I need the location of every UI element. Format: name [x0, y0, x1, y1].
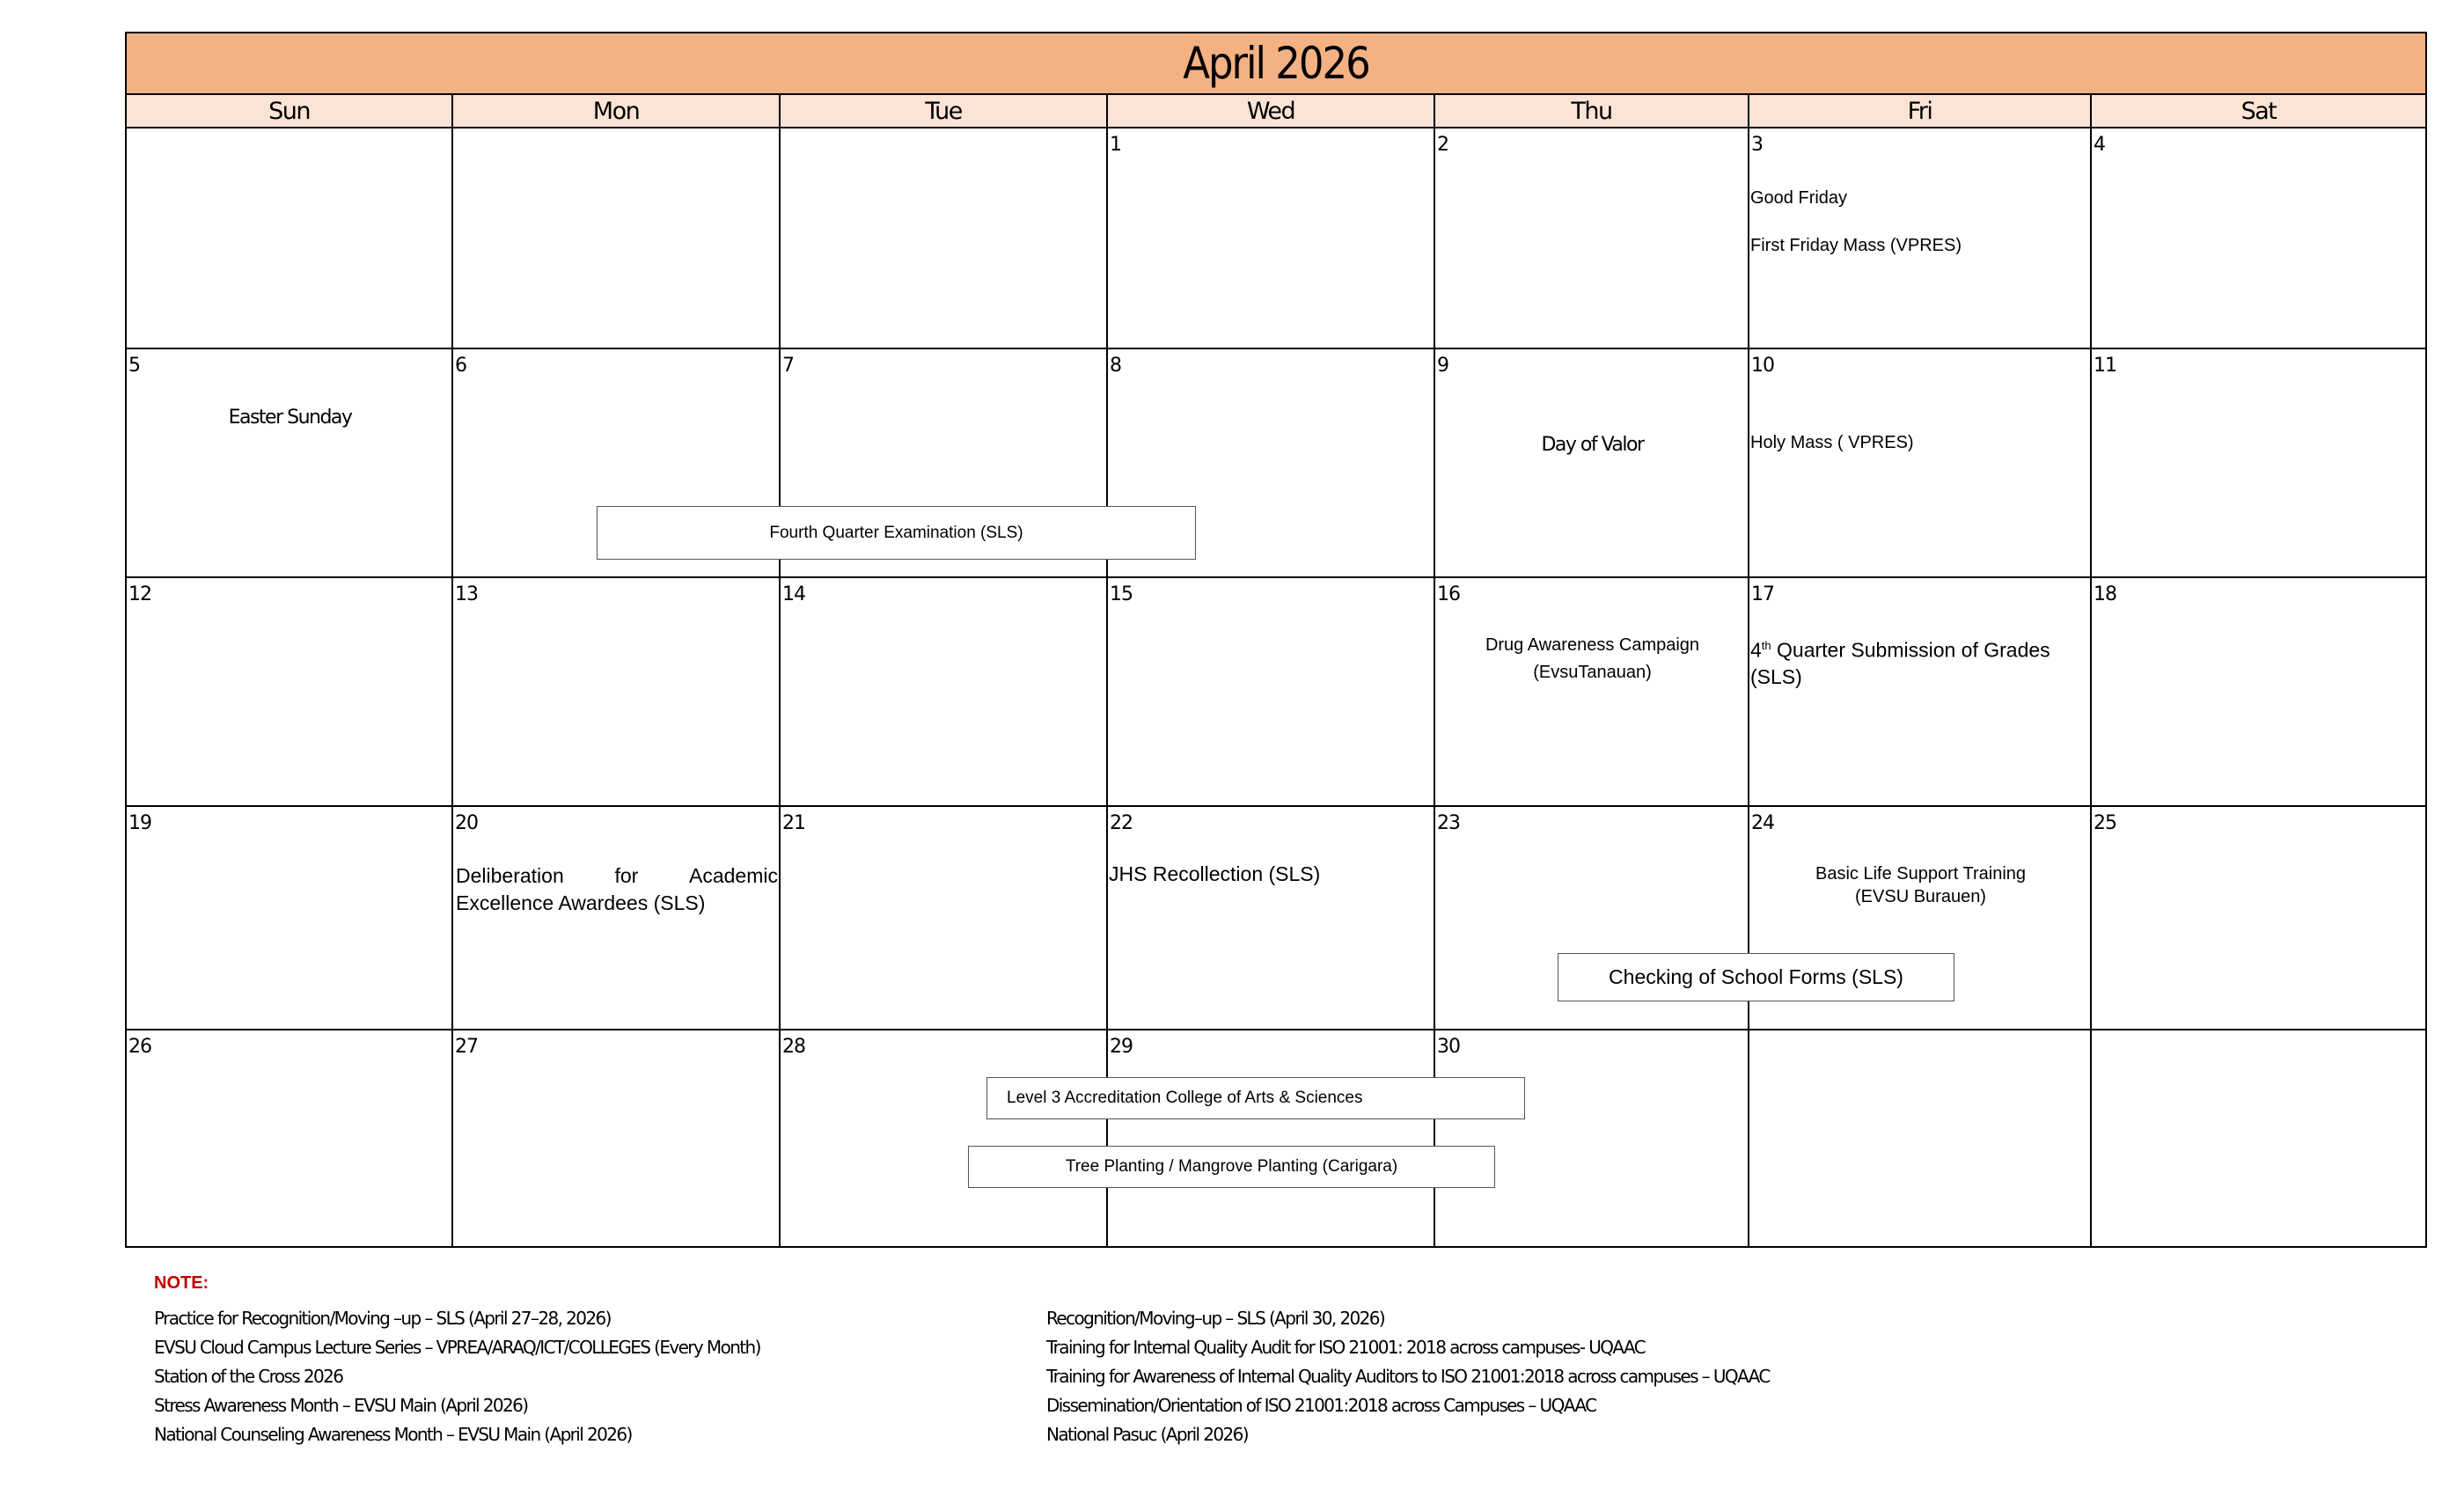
dow-sun: Sun	[127, 95, 453, 128]
day-number: 19	[128, 812, 151, 834]
day-number: 11	[2094, 355, 2116, 377]
event-tree-planting: Tree Planting / Mangrove Planting (Carigara)	[968, 1146, 1495, 1188]
day-number: 20	[455, 812, 478, 834]
day-cell	[1749, 578, 2092, 807]
day-cell	[781, 807, 1108, 1030]
day-number: 2	[1437, 134, 1448, 156]
day-cell	[1108, 807, 1435, 1030]
day-number: 22	[1110, 812, 1133, 834]
event-grades-sup: th	[1761, 639, 1771, 652]
dow-mon: Mon	[453, 95, 781, 128]
day-number: 3	[1751, 134, 1763, 156]
day-cell	[2092, 349, 2425, 578]
day-number: 21	[782, 812, 805, 834]
event-easter-sunday: Easter Sunday	[228, 407, 352, 429]
note-item: National Pasuc (April 2026)	[1046, 1424, 1248, 1445]
day-cell	[2092, 807, 2425, 1030]
event-good-friday: Good Friday	[1750, 188, 1848, 208]
day-cell	[1435, 349, 1749, 578]
event-grades-submission	[1750, 633, 2050, 690]
dow-fri: Fri	[1749, 95, 2092, 128]
month-title: April 2026	[127, 33, 2425, 95]
event-deliberation-word3: Academic	[689, 864, 778, 887]
note-item: Stress Awareness Month – EVSU Main (April 2026)	[154, 1395, 528, 1416]
day-number: 26	[128, 1036, 151, 1058]
day-number: 1	[1110, 134, 1121, 156]
day-cell	[1435, 1030, 1749, 1246]
dow-sat: Sat	[2092, 95, 2425, 128]
day-number: 8	[1110, 355, 1121, 377]
day-number: 9	[1437, 355, 1448, 377]
day-number: 4	[2094, 134, 2105, 156]
event-level3-accreditation	[986, 1077, 1525, 1119]
event-checking-school-forms: Checking of School Forms (SLS)	[1558, 953, 1954, 1001]
event-bls-line2: (EVSU Burauen)	[1855, 887, 1986, 906]
event-holy-mass: Holy Mass ( VPRES)	[1750, 433, 1914, 452]
event-drug-awareness-line2: (EvsuTanauan)	[1533, 663, 1652, 682]
event-deliberation	[456, 862, 778, 917]
note-item: National Counseling Awareness Month – EVSU Main (April 2026)	[154, 1424, 632, 1445]
note-item: Station of the Cross 2026	[154, 1366, 343, 1387]
day-number: 17	[1751, 583, 1774, 605]
day-cell	[1749, 349, 2092, 578]
dow-tue: Tue	[781, 95, 1108, 128]
day-number: 25	[2094, 812, 2116, 834]
day-number: 18	[2094, 583, 2116, 605]
note-item: Training for Internal Quality Audit for ISO 21001: 2018 across campuses- UQAAC	[1046, 1337, 1646, 1358]
day-cell	[2092, 128, 2425, 349]
day-cell	[781, 128, 1108, 349]
note-item: Dissemination/Orientation of ISO 21001:2018 across Campuses – UQAAC	[1046, 1395, 1596, 1416]
event-first-friday-mass: First Friday Mass (VPRES)	[1750, 236, 1962, 255]
day-cell	[781, 578, 1108, 807]
event-bls-line1: Basic Life Support Training	[1815, 864, 2027, 884]
dow-wed: Wed	[1108, 95, 1435, 128]
day-number: 24	[1751, 812, 1774, 834]
note-item: Recognition/Moving–up – SLS (April 30, 2026)	[1046, 1308, 1385, 1329]
day-cell	[453, 807, 781, 1030]
day-cell	[453, 578, 781, 807]
day-number: 12	[128, 583, 151, 605]
event-deliberation-word2: for	[614, 864, 639, 887]
day-number: 28	[782, 1036, 805, 1058]
day-cell	[1108, 1030, 1435, 1246]
day-cell	[127, 349, 453, 578]
event-grades-num: 4	[1750, 638, 1762, 662]
day-number: 5	[128, 355, 140, 377]
day-number: 14	[782, 583, 805, 605]
day-number: 16	[1437, 583, 1460, 605]
event-drug-awareness-line1: Drug Awareness Campaign	[1485, 635, 1700, 655]
event-deliberation-word1: Deliberation	[456, 864, 564, 887]
dow-thu: Thu	[1435, 95, 1749, 128]
event-grades-line2: (SLS)	[1750, 664, 1802, 688]
day-cell	[2092, 1030, 2425, 1246]
day-number: 30	[1437, 1036, 1460, 1058]
day-cell	[781, 1030, 1108, 1246]
note-item: EVSU Cloud Campus Lecture Series – VPREA/ARAQ/ICT/COLLEGES (Every Month)	[154, 1337, 760, 1358]
day-cell	[453, 128, 781, 349]
day-number: 15	[1110, 583, 1133, 605]
day-number: 13	[455, 583, 478, 605]
day-number: 29	[1110, 1036, 1133, 1058]
day-cell	[1108, 578, 1435, 807]
day-cell	[1108, 128, 1435, 349]
event-deliberation-line2: Excellence Awardees (SLS)	[456, 891, 706, 914]
event-day-of-valor: Day of Valor	[1541, 434, 1644, 456]
notes-title: NOTE:	[154, 1273, 209, 1293]
event-level3-accreditation-label: Level 3 Accreditation College of Arts & Sciences	[1007, 1089, 1363, 1107]
event-jhs-recollection: JHS Recollection (SLS)	[1109, 862, 1321, 885]
day-cell	[127, 578, 453, 807]
event-grades-line1: Quarter Submission of Grades	[1777, 638, 2050, 662]
day-cell	[1435, 128, 1749, 349]
day-cell	[127, 1030, 453, 1246]
day-cell	[2092, 578, 2425, 807]
day-number: 6	[455, 355, 466, 377]
day-cell	[1435, 578, 1749, 807]
day-cell	[127, 128, 453, 349]
day-cell	[127, 807, 453, 1030]
event-basic-life-support	[1749, 864, 2092, 907]
note-item: Training for Awareness of Internal Quality Auditors to ISO 21001:2018 across campuses – UQAAC	[1046, 1366, 1770, 1387]
calendar	[125, 32, 2427, 1248]
day-number: 7	[782, 355, 794, 377]
day-number: 10	[1751, 355, 1774, 377]
event-drug-awareness	[1435, 635, 1749, 683]
day-cell	[1749, 1030, 2092, 1246]
event-fourth-quarter-exam: Fourth Quarter Examination (SLS)	[597, 506, 1196, 560]
day-cell	[453, 1030, 781, 1246]
day-number: 23	[1437, 812, 1460, 834]
note-item: Practice for Recognition/Moving –up – SLS (April 27–28, 2026)	[154, 1308, 611, 1329]
day-number: 27	[455, 1036, 478, 1058]
